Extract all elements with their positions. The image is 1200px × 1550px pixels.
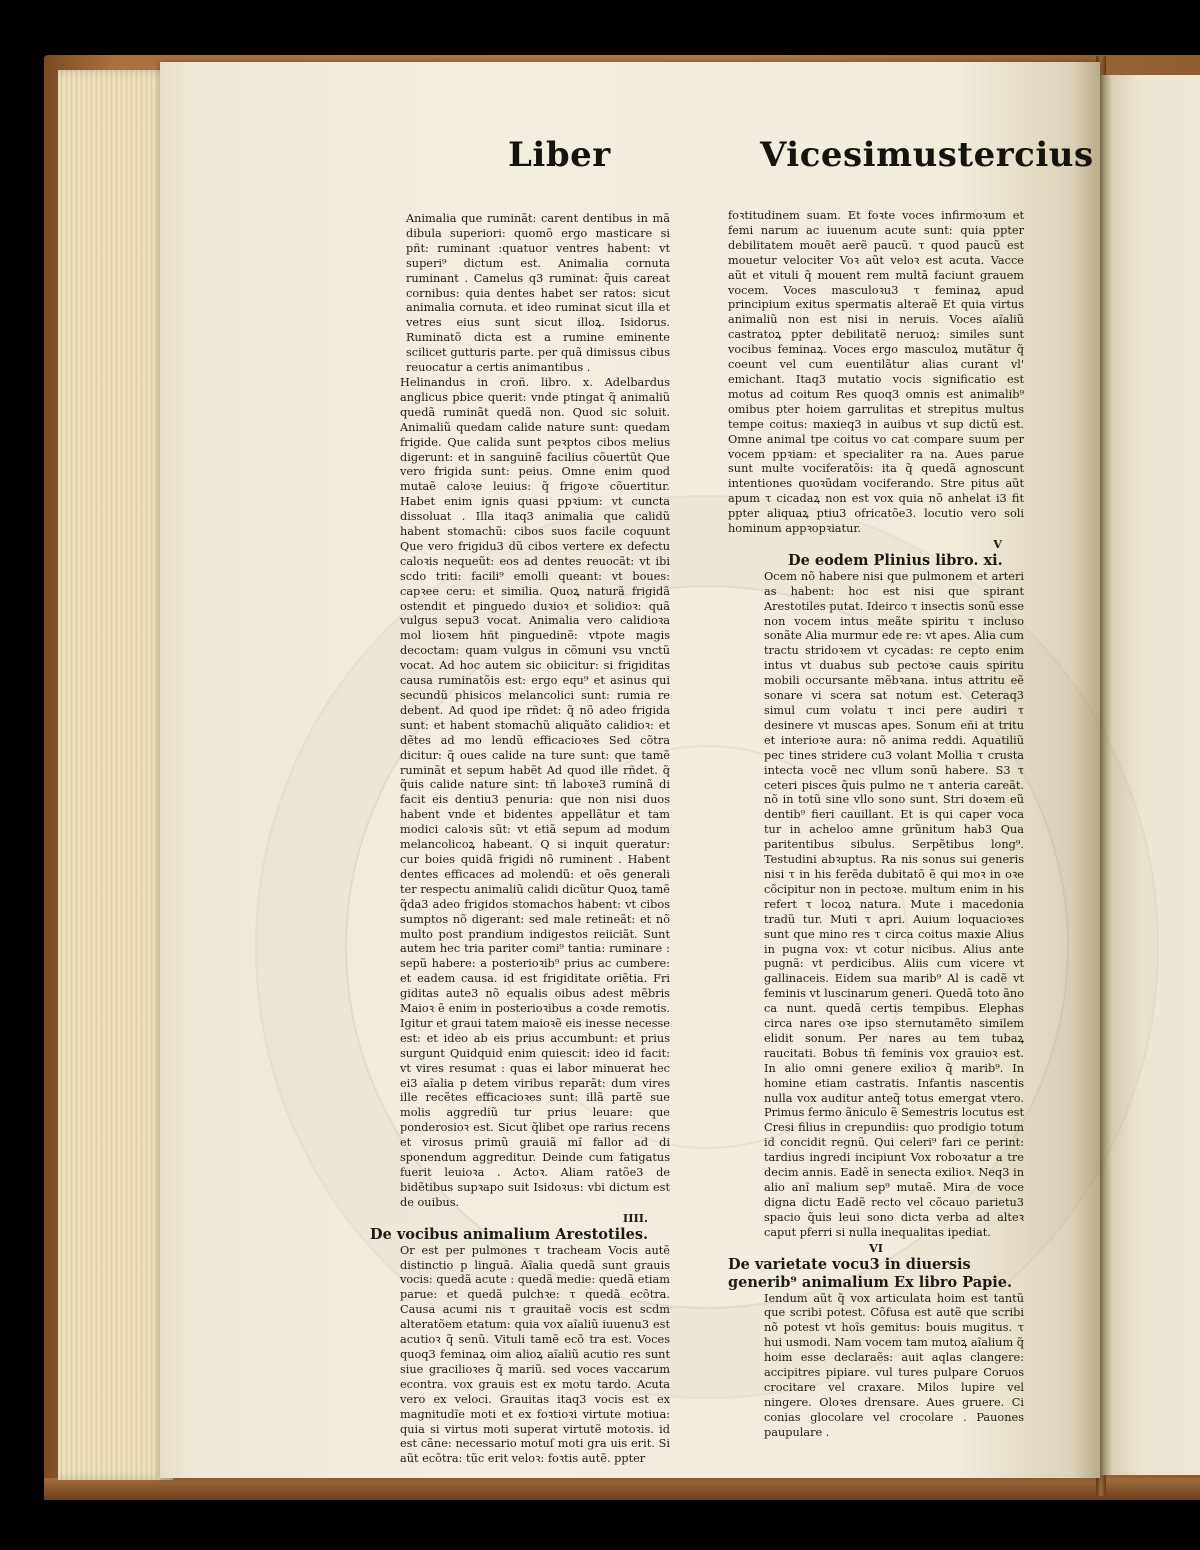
text-column-left: [370, 212, 670, 1467]
paragraph: Iendum aũt q̃ vox articulata hoim est tantũ que scribi potest. Cõfusa est autẽ que scribi nõ potest vt hoĩs gemitus: bouis mugitus. τ hui usmodi. Nam vocem tam mutoꝝ aĩalium q̃ hoim esse declaraẽs: auit aqlas clangere: accipitres pipiare. vul tures pulpare Coruos crocitare vel craxare. Milos lupire vel ningere. Oloꝛes drensare. Aues gruere. Ci conias glocolare vel crocolare . Pauones paupulare .: [764, 1291, 1024, 1439]
paragraph: Ocem nõ habere nisi que pulmonem et arteri as habent: hoc est nisi que spirant Arestotiles putat. Ideirco τ insectis sonũ esse non vocem intus meãte spiritu τ incluso sonãte Alia murmur ede re: vt apes. Alia cum tractu stridoꝛem vt cycadas: re cepto enim intus vt duabus sub pectoꝛe cauis spiritu mobili occursante mẽbꝛana. intus attritu eẽ sonare vi scera sat notum est. Ceteraq3 simul cum volatu τ inci pere audiri τ desinere vt muscas apes. Sonum eñi at tritu et interioꝛe aura: nõ anima reddi. Aquatiliũ pec tines stridere cu3 volant Mollia τ crusta intecta vocẽ nec vllum sonũ habere. S3 τ ceteri pisces q̃uis pulmo ne τ anteria careãt. nõ in totũ sine vllo sono sunt. Stri doꝛem eũ dentib⁹ fieri cauillant. Et is qui caper voca tur in acheloo amne grũnitum hab3 Qua paritentibus sibulus. Serpẽtibus long⁹. Testudini abꝛuptus. Ra nis sonus sui generis nisi τ in his ferẽda dubitatõ ẽ qui moꝛ in oꝛe cõcipitur non in pectoꝛe. multum enim in his refert τ locoꝝ natura. Mute i macedonia tradũ tur. Muti τ apri. Auium loquacioꝛes sunt que mino res τ circa coitus maxie Alius in pugna vox: vt cotur nicibus. Alius ante pugnã: vt perdicibus. Aliis cum vicere vt gallinaceis. Eidem sua marib⁹ Al is cadẽ vt feminis vt luscinarum generi. Quedã toto ãno ca nunt. quedã certis tempibus. Elephas circa nares oꝛe ipso sternutamẽto similem elidit sonum. Per nares au tem tubaꝝ raucitati. Bobus tñ feminis vox grauioꝛ est. In alio omni genere exilioꝛ q̃ marib⁹. In homine etiam castratis. Infantis nascentis nulla vox auditur anteq̃ totus emergat vtero. Primus fermo ãniculo ẽ Semestris locutus est Cresi filius in crepundiis: quo prodigio totum id concidit regnũ. Qui celeri⁹ fari ce perint: tardius ingredi incipiunt Vox roboꝛatur a tre decim annis. Eadẽ in senecta exilioꝛ. Neq3 in alio anĩ malium sep⁹ mutaẽ. Mira de voce digna dictu Eadẽ recto vel cõcauo parietu3 spacio q̃uis leui sono dicta verba ad alteꝛ caput pferri si nulla inequalitas ipediat.: [764, 569, 1024, 1239]
page-stack-fore-edge: [58, 70, 173, 1480]
book-cover-edge: [44, 1478, 1200, 1500]
chapter-heading: De varietate vocu3 in diuersis generib⁹ animalium Ex libro Papie.: [728, 1255, 1013, 1291]
chapter-number: IIII.: [622, 1210, 648, 1225]
paragraph: Helinandus in croñ. libro. x. Adelbardus anglicus pbice querit: vnde ptingat q̃ animaliũ quedã ruminãt quedã non. Quod sic soluit. Animaliũ quedam calide nature sunt: quedam frigide. Que calida sunt peꝛptos cibos melius digerunt: et in sanguinẽ facilius cõuertũt Que vero frigida sunt: peius. Omne enim quod mutaẽ caloꝛe leuius: q̃ frigoꝛe cõuertitur. Habet enim ignis quasi ppꝛium: vt cuncta dissoluat . Illa itaq3 animalia que calidũ habent stomachũ: cibos suos facile coquunt Que vero frigidu3 dũ cibos vertere ex defectu caloꝛis nequeũt: eos ad dentes reuocãt: vt ibi scdo triti: facili⁹ emolli queant: vt boues: capꝛee ceru: et similia. Quoꝝ naturã frigidã ostendit et pinguedo duꝛioꝛ et solidioꝛ: quã vulgus sepu3 vocat. Animalia vero calidioꝛa mol lioꝛem hñt pinguedinẽ: vtpote magis decoctam: quam vulgus in cõmuni vsu vnctũ vocat. Ad hoc autem sic obiicitur: si frigiditas causa ruminatõis est: ergo equ⁹ et asinus qui secundũ phisicos melancolici sunt: rumia re debent. Ad quod ipe rñdet: q̃ nõ adeo frigida sunt: et habent stomachũ aliquãto calidioꝛ: et dẽtes ad mo lendũ efficacioꝛes Sed cõtra dicitur: q̃ oues calide na ture sunt: que tamẽ ruminãt et sepum habẽt Ad quod ille rñdet. q̃ q̃uis calide nature sint: tñ laboꝛe3 ruminã di facit eis dentiu3 penuria: que non nisi duos habent vnde et bidentes appellãtur et tam modici caloꝛis sũt: vt etiã sepum ad modum melancolicoꝝ habeant. Q si inquit queratur: cur boies quidã frigidi nõ ruminent . Habent dentes efficaces ad molendũ: et oẽs generali ter respectu animaliũ calidi dicũtur Quoꝝ tamẽ q̃da3 adeo frigidos stomachos habent: vt cibos sumptos nõ digerant: sed male retineãt: et nõ multo post prandium indigestos reiiciãt. Sunt autem hec tria pariter comi⁹ tantia: ruminare : sepũ habere: a posterioꝛib⁹ prius ac cumbere: et eadem causa. id est frigiditate oriẽtia. Fri giditas aute3 nõ equalis oibus adest mẽbris Maioꝛ ẽ enim in posterioꝛibus a coꝛde remotis. Igitur et graui tatem maioꝛẽ eis inesse necesse est: et ideo ab eis prius accumbunt: et prius surgunt Quidquid enim quiescit: ideo id facit: vt vires resumat : quas ei labor minuerat hec ei3 aĩalia p detem viribus reparãt: dum vires ille recẽtes efficacioꝛes sunt: illã partẽ sue molis aggrediũ tur prius leuare: que ponderosioꝛ est. Sicut q̃libet ope rarius recens et virosus primũ grauiã mĩ fallor ad di sponendum aggreditur. Deinde cum fatigatus fuerit leuioꝛa . Actoꝛ. Aliam ratõe3 de bidẽtibus supꝛapo suit Isidoꝛus: vbi dictum est de ouibus.: [400, 375, 670, 1209]
paragraph: foꝛtitudinem suam. Et foꝛte voces infirmoꝛum et femi narum ac iuuenum acute sunt: quia ppter debilitatem mouẽt aerẽ paucũ. τ quod paucũ est mouetur velociter Voꝛ aũt veloꝛ est acuta. Vacce aũt et vituli q̃ mouent rem multã faciunt grauem vocem. Voces masculoꝛu3 τ feminaꝝ apud principium exitus spermatis alteraẽ Et quia virtus animaliũ non est nisi in neruis. Voces aĩaliũ castratoꝝ ppter debilitatẽ neruoꝝ: similes sunt vocibus feminaꝝ. Voces ergo masculoꝝ mutãtur q̃ coeunt vel cum euentilãtur alias curant vl' emichant. Itaq3 mutatio vocis significatio est motus ad coitum Res quoq3 omnis est animalib⁹ omibus pter hoiem garrulitas et strepitus multus tempe coitus: maxieq3 in auibus vt sup dictũ est. Omne animal tpe coitus vo cat compare suum per vocem ppꝛiam: et specialiter ra na. Aues parue sunt multe vociferatõis: ita q̃ quedã agnoscunt intentiones quoꝛũdam vociferando. Stre pitus aũt apum τ cicadaꝝ non est vox quia nõ anhelat i3 fit ppter aliquaꝝ ptiu3 ofricatõe3. locutio vero soli hominum appꝛopꝛiatur.: [728, 209, 1024, 536]
paragraph: Or est per pulmones τ tracheam Vocis autẽ distinctio p linguã. Aĩalia quedã sunt grauis vocis: quedã acute : quedã medie: quedã etiam parue: et quedã pulchꝛe: τ quedã ecõtra. Causa acumi nis τ grauitaẽ vocis est scdm alteratõem etatum: quia vox aĩaliũ iuuenu3 est acutioꝛ q̃ senũ. Vituli tamẽ ecõ tra est. Voces quoq3 feminaꝝ oim alioꝝ aĩaliũ acutio res sunt siue gracilioꝛes q̃ mariũ. sed voces vaccarum econtra. vox grauis est ex motu tardo. Acuta vero ex veloci. Grauitas itaq3 vocis est ex magnitudĩe moti et ex foꝛtioꝛi virtute motiua: quia si virtus moti superat virtutẽ motoꝛis. id est cãne: necessario motuſ moti gra uis erit. Si aũt ecõtra: tũc erit veloꝛ: foꝛtis autẽ. ppter: [400, 1243, 670, 1466]
chapter-heading: De vocibus animalium Arestotiles.: [370, 1225, 649, 1243]
facing-page: [1100, 75, 1200, 1475]
chapter-number: VI: [868, 1240, 884, 1255]
running-head-left: Liber: [508, 135, 611, 175]
chapter-number: V: [993, 536, 1002, 551]
text-column-right: [728, 209, 1024, 1441]
paragraph: Animalia que ruminãt: carent dentibus in mã dibula superiori: quomõ ergo masticare si pñt: ruminant :quatuor ventres habent: vt superi⁹ dictum est. Animalia cornuta ruminant . Camelus q3 ruminat: q̃uis careat cornibus: quia dentes habet ser ratos: sicut animalia cornuta. et ideo ruminat sicut illa et vetres eius sunt sicut illoꝝ. Isidorus. Ruminatõ dicta est a rumine eminente scilicet gutturis parte. per quã dimissus cibus reuocatur a certis animantibus .: [406, 212, 670, 375]
running-head-right: Vicesimustercius: [760, 135, 1094, 175]
chapter-heading: De eodem Plinius libro. xi.: [788, 551, 1003, 569]
